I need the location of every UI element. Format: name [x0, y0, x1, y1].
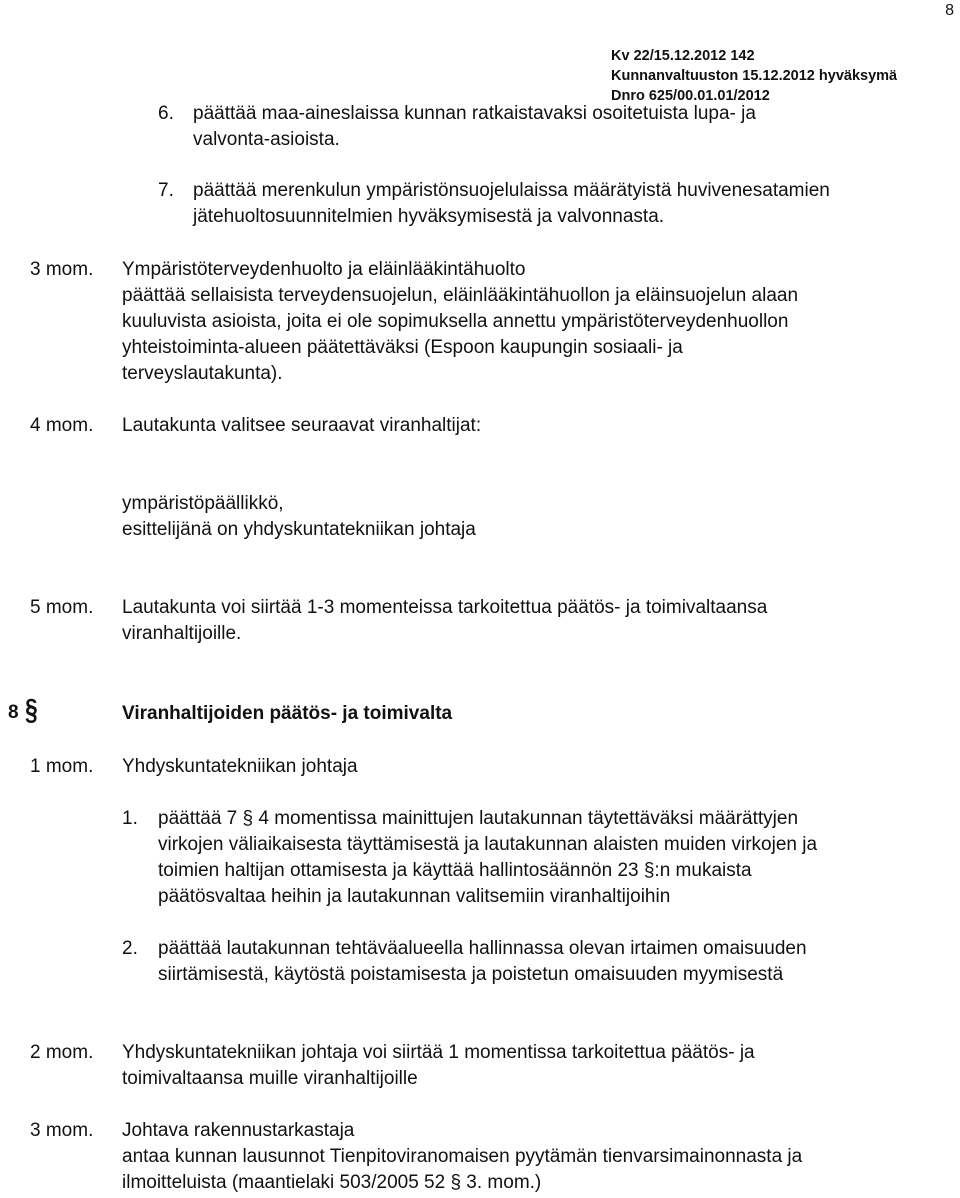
paragraph-line: ilmoitteluista (maantielaki 503/2005 52 § 3. mom.): [122, 1172, 542, 1193]
paragraph-line: Yhdyskuntatekniikan johtaja voi siirtää 1 momentissa tarkoitettua päätös- ja: [122, 1042, 755, 1063]
paragraph-line: toimivaltaansa muille viranhaltijoille: [122, 1068, 418, 1089]
paragraph-line: päättää sellaisista terveydensuojelun, eläinlääkintähuollon ja eläinsuojelun alaan: [122, 285, 799, 306]
document-header: [611, 46, 897, 106]
moment-title: Yhdyskuntatekniikan johtaja: [122, 756, 358, 777]
item-number: 7.: [158, 180, 174, 201]
paragraph-line: Johtava rakennustarkastaja: [122, 1120, 355, 1141]
item-number: 6.: [158, 103, 174, 124]
item-text: päättää merenkulun ympäristönsuojelulaissa määrätyistä huvivenesatamien: [193, 180, 830, 201]
paragraph-line: kuuluvista asioista, joita ei ole sopimuksella annettu ympäristöterveydenhuollon: [122, 311, 789, 332]
moment-label: 4 mom.: [30, 415, 94, 436]
paragraph-line: Lautakunta valitsee seuraavat viranhaltijat:: [122, 415, 482, 436]
moment-label: 3 mom.: [30, 259, 94, 280]
paragraph-line: Lautakunta voi siirtää 1-3 momenteissa tarkoitettua päätös- ja toimivaltaansa: [122, 597, 768, 618]
item-text: jätehuoltosuunnitelmien hyväksymisestä ja valvonnasta.: [193, 206, 665, 227]
header-line-2: Kunnanvaltuuston 15.12.2012 hyväksymä: [611, 68, 898, 84]
header-line-3: Dnro 625/00.01.01/2012: [611, 88, 770, 104]
item-text: virkojen väliaikaisesta täyttämisestä ja lautakunnan alaisten muiden virkojen ja: [158, 834, 818, 855]
item-text: valvonta-asioista.: [193, 129, 340, 150]
paragraph-line: ympäristöpäällikkö,: [122, 493, 284, 514]
item-text: päätösvaltaa heihin ja lautakunnan valitsemiin viranhaltijoihin: [158, 886, 671, 907]
paragraph-line: viranhaltijoille.: [122, 623, 242, 644]
paragraph-line: esittelijänä on yhdyskuntatekniikan johtaja: [122, 519, 476, 540]
item-number: 1.: [122, 808, 138, 829]
section-title: Viranhaltijoiden päätös- ja toimivalta: [122, 703, 453, 724]
header-line-1: Kv 22/15.12.2012 142: [611, 48, 755, 64]
item-text: toimien haltijan ottamisesta ja käyttää hallintosäännön 23 §:n mukaista: [158, 860, 752, 881]
item-number: 2.: [122, 938, 138, 959]
moment-label: 2 mom.: [30, 1042, 94, 1063]
section-number: [8, 694, 38, 728]
moment-label: 5 mom.: [30, 597, 94, 618]
item-text: päättää maa-aineslaissa kunnan ratkaistavaksi osoitetuista lupa- ja: [193, 103, 756, 124]
paragraph-line: antaa kunnan lausunnot Tienpitoviranomaisen pyytämän tienvarsimainonnasta ja: [122, 1146, 803, 1167]
paragraph-line: yhteistoiminta-alueen päätettäväksi (Espoon kaupungin sosiaali- ja: [122, 337, 683, 358]
paragraph-line: Ympäristöterveydenhuolto ja eläinlääkintähuolto: [122, 259, 526, 280]
section-number-value: 8: [8, 702, 19, 723]
item-text: päättää lautakunnan tehtäväalueella hallinnassa olevan irtaimen omaisuuden: [158, 938, 807, 959]
page-number: 8: [945, 2, 954, 19]
section-symbol: §: [24, 694, 38, 728]
item-text: siirtämisestä, käytöstä poistamisesta ja poistetun omaisuuden myymisestä: [158, 964, 784, 985]
paragraph-line: terveyslautakunta).: [122, 363, 283, 384]
moment-label: 1 mom.: [30, 756, 94, 777]
moment-label: 3 mom.: [30, 1120, 94, 1141]
item-text: päättää 7 § 4 momentissa mainittujen lautakunnan täytettäväksi määrättyjen: [158, 808, 799, 829]
